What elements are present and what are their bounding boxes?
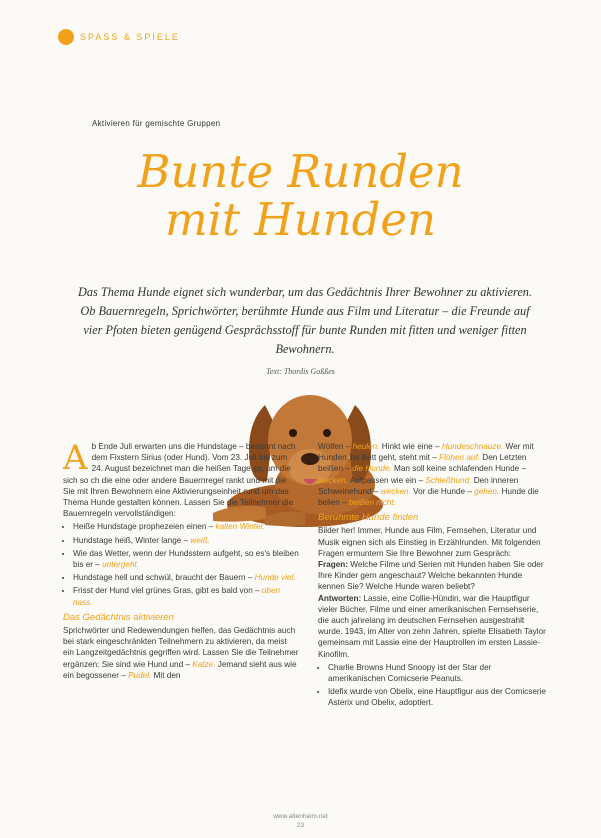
memory-paragraph: Sprichwörter und Redewendungen helfen, das Gedächtnis auch bei stark eingeschränkten Teilnehmern zu aktivieren, da meist ein Langzeitgedächtnis gegriffen wird. Lassen Sie die Teilnehmer ergänzen: Sie sind wie Hund und – Katze. Jemand sieht aus wie ein begossener – Pudel. Mit den (63, 626, 299, 680)
list-item: • Idefix wurde von Obelix, eine Hauptfigur aus der Comicserie Asterix und Obelix, adoptiert. (328, 686, 548, 708)
intro-paragraph (63, 438, 299, 519)
author-credit: Text: Thordis Goßßes (266, 367, 335, 376)
famous-list (318, 662, 548, 709)
famous-intro: Bilder her! Immer, Hunde aus Film, Fernsehen, Literatur und Musik eignen sich als Einstieg in Erzählrunden. Mit folgenden Fragen ermuntern Sie Ihre Bewohner zum Gespräch: (318, 526, 541, 558)
article-title (0, 145, 601, 246)
intro-text: b Ende Juli erwarten uns die Hundstage – benannt nach dem Fixstern Sirius (oder Hund). Vom 23. Juli bis zum 24. August bezeichnet man die heißen Tage so, um die sich so ch die eine oder andere Bauernregel rankt und mit die Sie mit Ihren Bewohnern eine Aktivierungseinheit rund um das Thema Hunde gestalten können. Lassen Sie die Teilnehmer die Bauernregeln vervollständigen: (63, 442, 296, 519)
list-item: • Charlie Browns Hund Snoopy ist der Star der amerikanischen Comicserie Peanuts. (328, 662, 548, 684)
drop-cap: A (63, 438, 88, 478)
column-right (318, 441, 548, 711)
answers-paragraph: Antworten: Lassie, eine Collie-Hündin, war die Hauptfigur vieler Bücher, Filme und einer amerikanischen Fernsehserie, die auch jahrelang im deutschen Fernsehen ausgestrahlt wurde. 1943, im Alter von zehn Jahren, spielte Elisabeth Taylor gemeinsam mit Lassie eine der Hauptrollen im ersten Lassie-Kinofilm. (318, 593, 546, 659)
kicker: Aktivieren für gemischte Gruppen (92, 119, 221, 128)
title-line-1: Bunte Runden (137, 145, 464, 198)
rules-list (63, 521, 299, 607)
list-item: • Wie das Wetter, wenn der Hundsstern aufgeht, so es's bleiben bis er – untergeht. (73, 548, 299, 570)
list-item: • Hundstage hell und schwül, braucht der Bauern – Hunde viel. (73, 572, 299, 583)
lead-paragraph: Das Thema Hunde eignet sich wunderbar, um das Gedächtnis Ihrer Bewohner zu aktivieren. Ob Bauernregeln, Sprichwörter, berühmte Hunde aus Film und Literatur – die Freunde auf vier Pfoten bieten genügend Gesprächsstoff für bunte Runden mit fitten und weniger fitten Bewohnern. (77, 285, 532, 356)
list-item: • Frisst der Hund viel grünes Gras, gibt es bald von – oben nass. (73, 585, 299, 607)
section-header (58, 28, 180, 46)
title-line-2: mit Hunden (164, 193, 437, 246)
page-number: 23 (296, 822, 305, 829)
footer-url: www.altenheim.net (273, 813, 328, 820)
section-label: SPASS & SPIELE (80, 32, 180, 42)
questions-paragraph: Fragen: Welche Filme und Serien mit Hunden haben Sie oder Ihre Kinder gern angeschaut? Welche bekannten Hunde kennen Sie? Welche Hunde waren beliebt? (318, 560, 544, 592)
section-dot-icon (58, 29, 74, 45)
column-left (63, 438, 299, 681)
subhead-memory: Das Gedächtnis aktivieren (63, 611, 174, 623)
subhead-famous-dogs: Berühmte Hunde finden (318, 512, 419, 524)
proverbs-paragraph: Wölfen – heulen. Hinkt wie eine – Hundeschnauze. Wer mit Hunden ins Bett geht, steht mit – Flöhen auf. Den Letzten beißen – die Hunde. Man soll keine schlafenden Hunde – wecken. Aufpassen wie ein – Schießhund. Den inneren Schweinehund – wecken. Vor die Hunde – gehen. Hunde die bellen – beißen nicht. (318, 442, 539, 508)
list-item: • Hundstage heiß, Winter lange – weiß. (73, 535, 299, 546)
list-item: • Heiße Hundstage prophezeien einen – kalten Winter. (73, 521, 299, 532)
page-footer (0, 812, 601, 830)
